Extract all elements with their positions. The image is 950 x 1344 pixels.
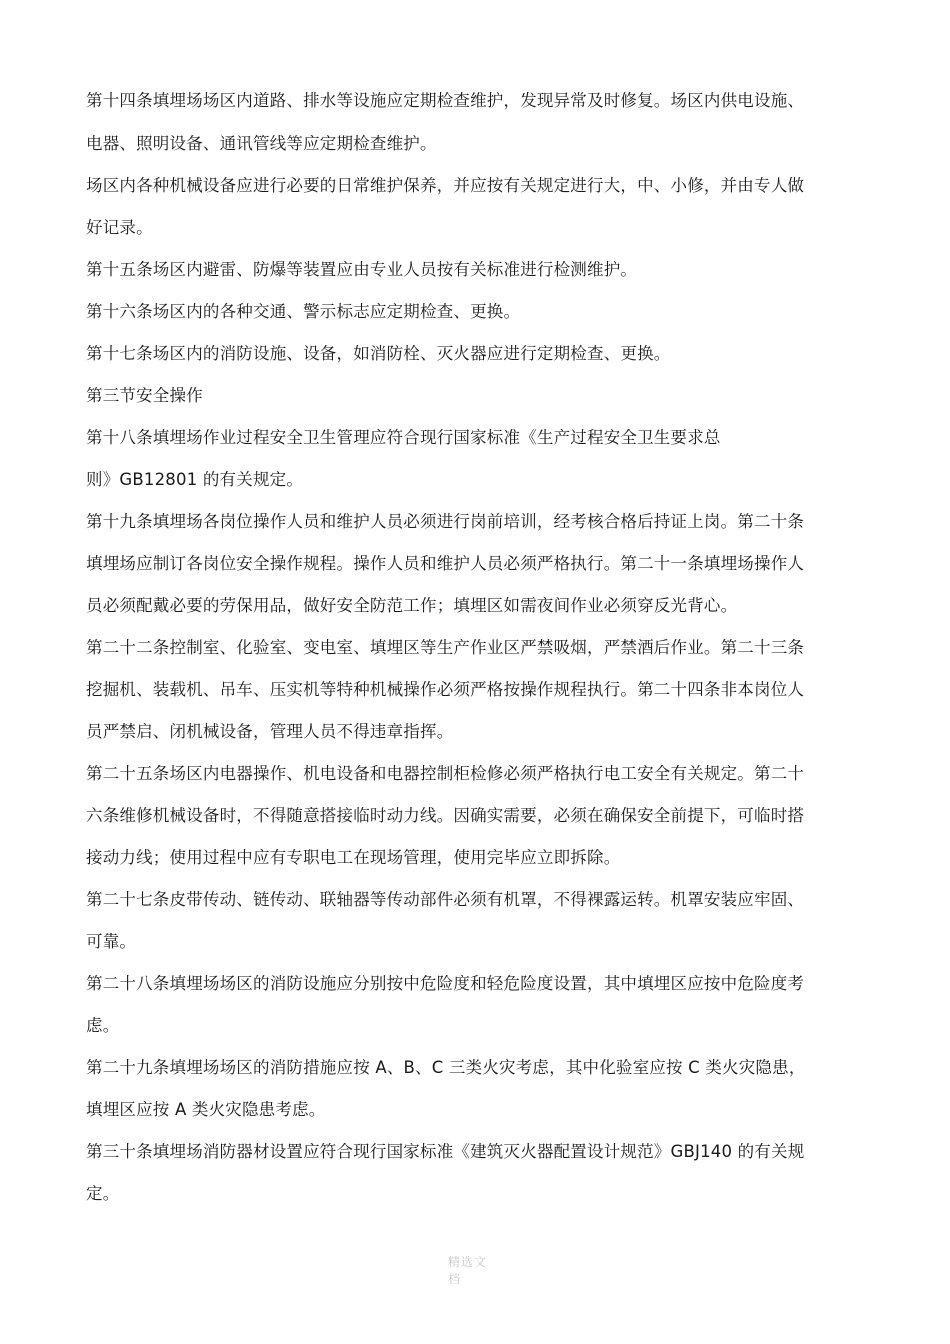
text-line: 员严禁启、闭机械设备，管理人员不得违章指挥。 [86, 722, 454, 741]
text-line: 接动力线；使用过程中应有专职电工在现场管理，使用完毕应立即拆除。 [86, 848, 621, 867]
text-line: 好记录。 [86, 218, 153, 237]
text-line: 可靠。 [86, 932, 137, 951]
watermark-line: 精选文 [448, 1255, 488, 1269]
text-line: 第十五条场区内避雷、防爆等装置应由专业人员按有关标准进行检测维护。 [86, 260, 638, 279]
text-line: 填埋场应制订各岗位安全操作规程。操作人员和维护人员必须严格执行。第二十一条填埋场操作人 [86, 554, 805, 573]
text-line: 员必须配戴必要的劳保用品，做好安全防范工作；填埋区如需夜间作业必须穿反光背心。 [86, 596, 738, 615]
text-line: 第二十五条场区内电器操作、机电设备和电器控制柜检修必须严格执行电工安全有关规定。第二十 [86, 764, 805, 783]
text-line: 第二十七条皮带传动、链传动、联轴器等传动部件必须有机罩，不得裸露运转。机罩安装应牢固、 [86, 890, 805, 909]
text-line: 第三十条填埋场消防器材设置应符合现行国家标准《建筑灭火器配置设计规范》GBJ140 的有关规 [86, 1142, 805, 1161]
watermark-line: 档 [448, 1272, 462, 1286]
section-heading: 第三节安全操作 [86, 386, 203, 405]
text-line: 六条维修机械设备时，不得随意搭接临时动力线。因确实需要，必须在确保安全前提下，可临时搭 [86, 806, 805, 825]
text-line: 第十七条场区内的消防设施、设备，如消防栓、灭火器应进行定期检查、更换。 [86, 344, 671, 363]
text-line: 挖掘机、装载机、吊车、压实机等特种机械操作必须严格按操作规程执行。第二十四条非本岗位人 [86, 680, 805, 699]
text-line: 电器、照明设备、通讯管线等应定期检查维护。 [86, 134, 437, 153]
text-line: 定。 [86, 1184, 120, 1203]
text-line: 填埋区应按 A 类火灾隐患考虑。 [86, 1100, 326, 1119]
text-line: 第二十八条填埋场场区的消防设施应分别按中危险度和轻危险度设置，其中填埋区应按中危险度考 [86, 974, 805, 993]
text-line: 场区内各种机械设备应进行必要的日常维护保养，并应按有关规定进行大，中、小修，并由专人做 [86, 176, 805, 195]
text-line: 第十六条场区内的各种交通、警示标志应定期检查、更换。 [86, 302, 521, 321]
text-line: 第十九条填埋场各岗位操作人员和维护人员必须进行岗前培训，经考核合格后持证上岗。第二十条 [86, 512, 805, 531]
text-line: 第二十二条控制室、化验室、变电室、填埋区等生产作业区严禁吸烟，严禁酒后作业。第二十三条 [86, 638, 805, 657]
text-line: 第十八条填埋场作业过程安全卫生管理应符合现行国家标准《生产过程安全卫生要求总 [86, 428, 721, 447]
text-line: 则》GB12801 的有关规定。 [86, 470, 304, 489]
text-line: 虑。 [86, 1016, 120, 1035]
text-line: 第二十九条填埋场场区的消防措施应按 A、B、C 三类火灾考虑，其中化验室应按 C 类火灾隐患， [86, 1058, 806, 1077]
text-line: 第十四条填埋场场区内道路、排水等设施应定期检查维护，发现异常及时修复。场区内供电设施、 [86, 91, 805, 110]
footer-watermark [440, 1254, 500, 1288]
